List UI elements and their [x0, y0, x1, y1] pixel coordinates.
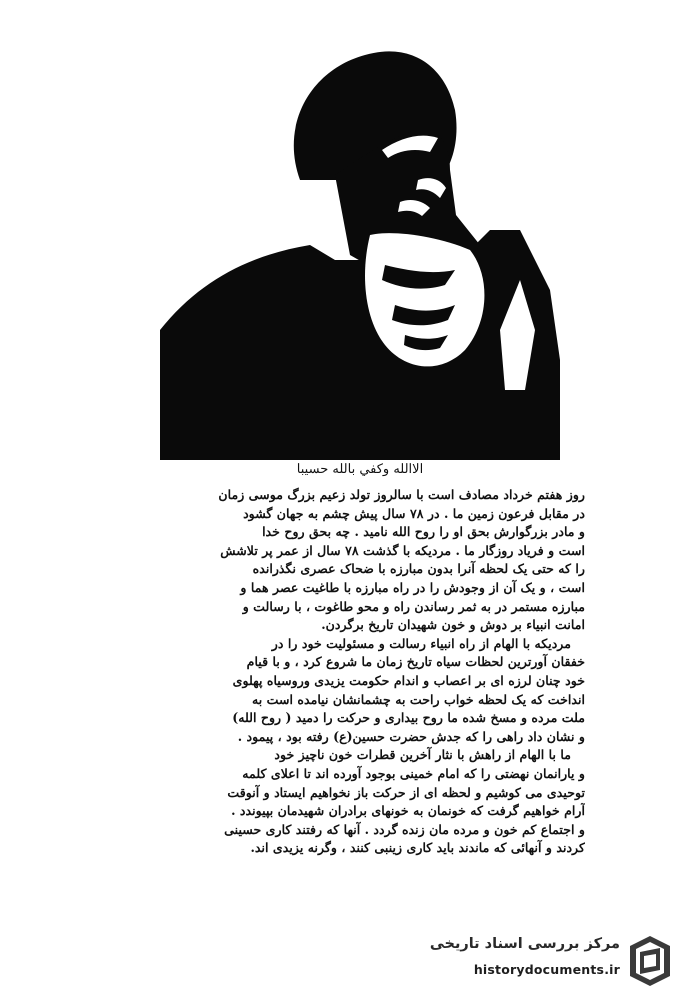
portrait-photo	[160, 30, 560, 460]
text-line: است و فریاد روزگار ما . مردیکه با گذشت ۷۸ سال از عمر پر تلاشش	[220, 542, 585, 558]
caption: الاالله وكفي بالله حسيبا	[296, 462, 424, 477]
text-line: و مادر بزرگوارش بحق او را روح الله نامید . چه بحق روح خدا	[262, 524, 585, 540]
article-body	[115, 486, 585, 858]
text-line: انداخت که یک لحظه خواب راحت به چشمانشان نیامده است به	[251, 691, 585, 707]
text-line: امانت انبیاء بر دوش و خون شهیدان تاریخ برگردن.	[321, 617, 585, 633]
text-line: مبارزه مستمر در به ثمر رساندن راه و محو طاغوت ، با رسالت و	[242, 598, 585, 614]
text-line: ملت مرده و مسخ شده ما روح بیداری و حرکت را دمید ( روح الله)	[232, 710, 585, 726]
portrait-silhouette	[160, 30, 560, 460]
text-line: و نشان داد راهی را که جدش حضرت حسین(ع) رفته بود ، پیمود .	[237, 728, 585, 744]
watermark	[402, 932, 682, 992]
watermark-url: historydocuments.ir	[473, 962, 620, 977]
text-line: خفقان آورترین لحظات سیاه تاریخ زمان ما شروع کرد ، و با قیام	[246, 654, 585, 670]
text-line: توحیدی می کوشیم و لحظه ای از حرکت باز نخواهیم ایستاد و آنوقت	[227, 784, 585, 800]
text-line: و اجتماع کم خون و مرده مان زنده گردد . آنها که رفتند کاری حسینی	[224, 821, 585, 837]
text-line: روز هفتم خرداد مصادف است با سالروز تولد زعیم بزرگ موسی زمان	[218, 487, 585, 502]
text-line: ما با الهام از راهش با نثار آخرین قطرات خون ناچیز خود	[274, 747, 571, 763]
text-line: و یارانمان نهضتی را که امام خمینی بوجود آورده اند تا اعلای کلمه	[242, 765, 585, 781]
text-line: کردند و آنهائی که ماندند باید کاری زینبی کنند ، وگرنه یزیدی اند.	[250, 840, 585, 856]
text-line: را که حتی یک لحظه آنرا بدون مبارزه با ضحاک عصری نگذرانده	[252, 561, 585, 577]
text-line: مردیکه با الهام از راه انبیاء رسالت و مسئولیت خود را در	[271, 635, 571, 651]
watermark-title: مرکز بررسی اسناد تاریخی	[429, 936, 620, 952]
text-line: آرام خواهیم گرفت که خونمان به خونهای برادران شهیدمان بپیوندد .	[231, 803, 585, 819]
archive-logo-icon	[626, 934, 674, 988]
text-line: است ، و یک آن از وجودش را در راه مبارزه با طاغیت عصر هما و	[240, 579, 585, 595]
text-line: در مقابل فرعون زمین ما . در ۷۸ سال پیش چشم به جهان گشود	[243, 505, 585, 521]
text-line: خود چنان لرزه ای بر اعصاب و اندام حکومت یزیدی وروسیاه پهلوی	[232, 672, 585, 688]
